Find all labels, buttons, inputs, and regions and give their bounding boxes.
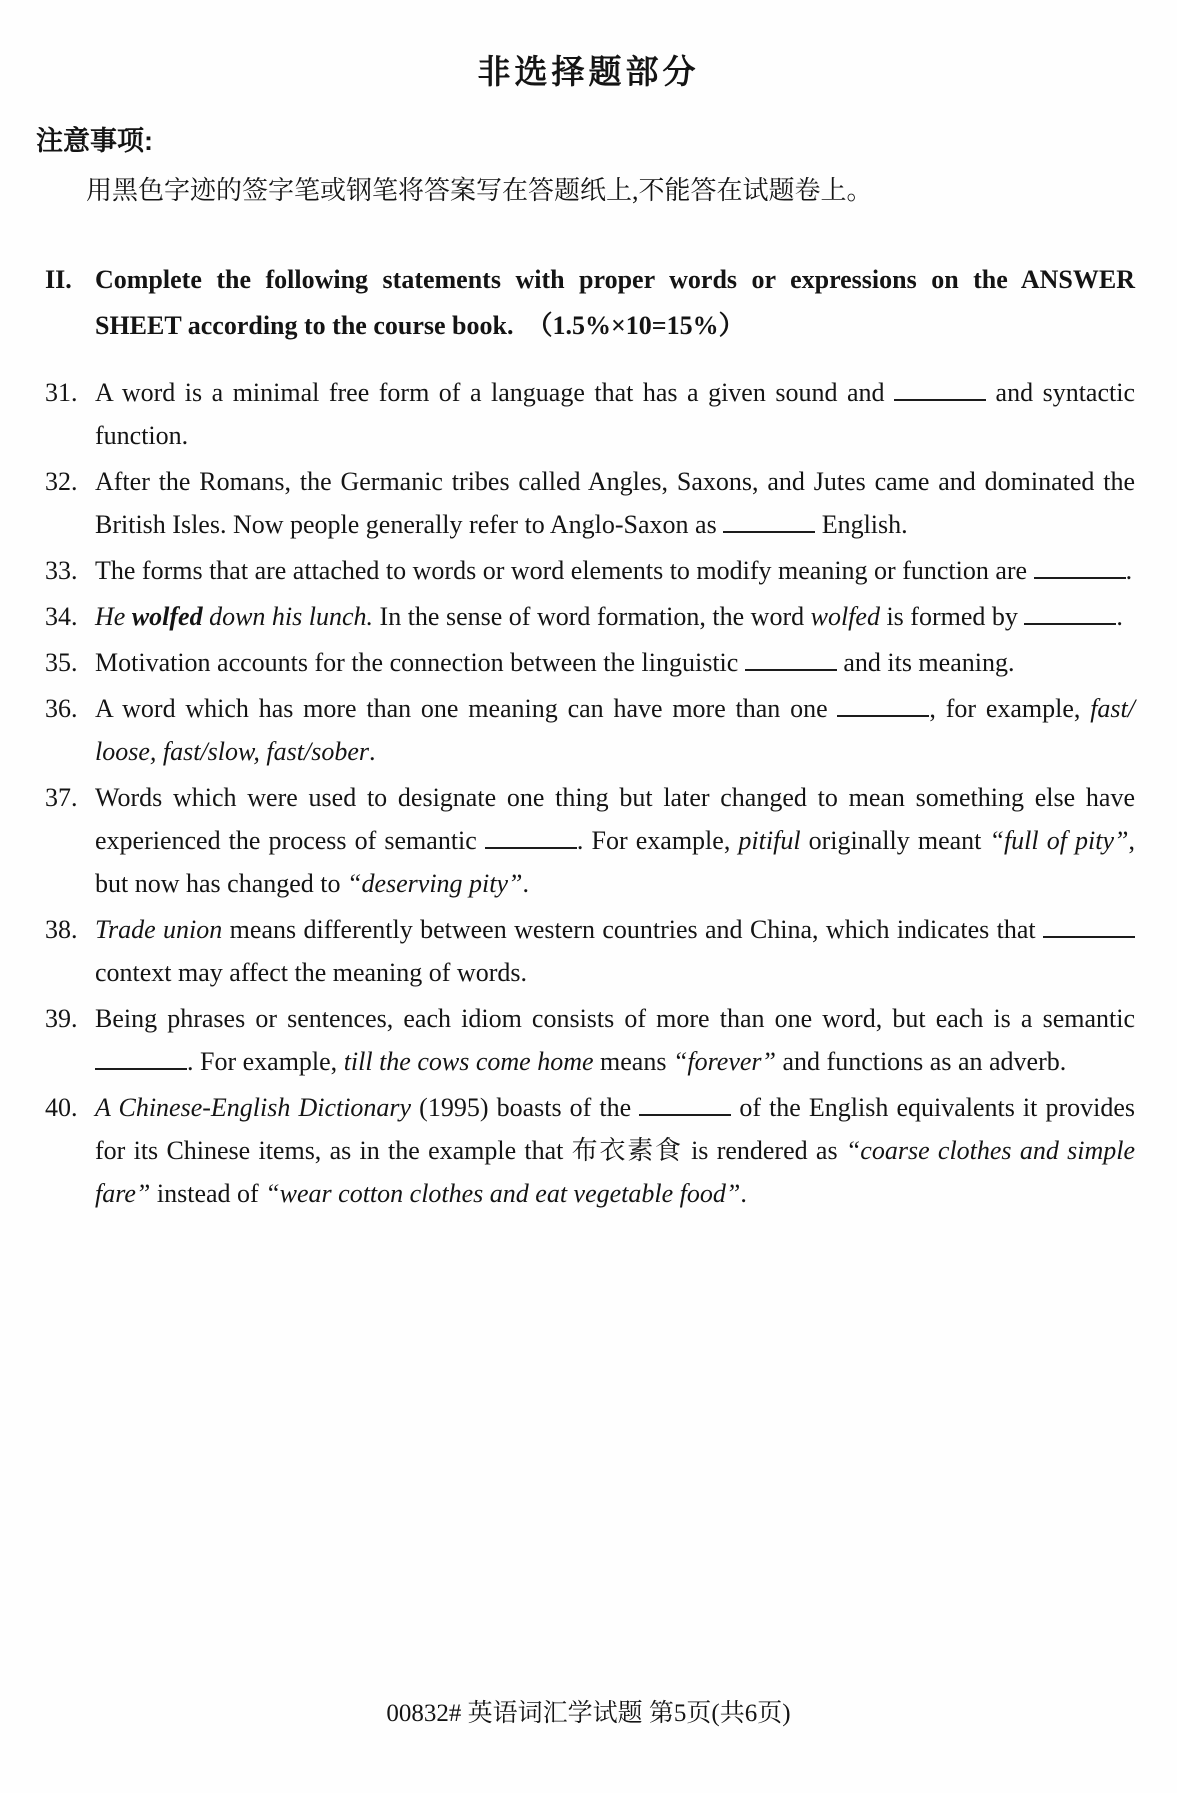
question-text-segment: . bbox=[522, 869, 530, 898]
question-text bbox=[95, 997, 1135, 1083]
question-text-segment: means differently between western countries and China, which indicates that bbox=[222, 915, 1043, 944]
question-item bbox=[45, 908, 1135, 994]
answer-blank bbox=[1024, 601, 1116, 625]
question-text-segment: “forever” bbox=[672, 1047, 776, 1076]
question-number: 35. bbox=[45, 648, 78, 677]
notice-text: 用黑色字迹的签字笔或钢笔将答案写在答题纸上,不能答在试题卷上。 bbox=[86, 176, 873, 205]
question-text-segment: and its meaning. bbox=[836, 648, 1015, 677]
question-text-segment: context may affect the meaning of words. bbox=[95, 958, 527, 987]
answer-blank bbox=[837, 693, 929, 717]
question-text-segment: till the cows come home bbox=[343, 1047, 594, 1076]
question-text bbox=[95, 687, 1135, 773]
question-number: 36. bbox=[45, 694, 78, 723]
notice-heading: 注意事项: bbox=[36, 126, 153, 156]
question-item bbox=[45, 687, 1135, 773]
answer-blank bbox=[639, 1092, 731, 1116]
question-text-segment: fast/ loose, fast/slow, fast/sober bbox=[95, 694, 1135, 766]
question-text-segment: originally meant bbox=[800, 826, 990, 855]
question-item bbox=[45, 1086, 1135, 1215]
question-text-segment: . For example, bbox=[576, 826, 739, 855]
question-number: 37. bbox=[45, 783, 78, 812]
answer-blank bbox=[745, 647, 837, 671]
question-number: 38. bbox=[45, 915, 78, 944]
question-text-segment: Trade union bbox=[95, 915, 223, 944]
question-text-segment: and functions as an adverb. bbox=[776, 1047, 1067, 1076]
question-text-segment: . bbox=[369, 737, 376, 766]
question-text-segment: “full of pity” bbox=[989, 826, 1129, 855]
question-text-segment: Being phrases or sentences, each idiom consists of more than one word, but each is a semantic bbox=[95, 1004, 1135, 1033]
question-text-segment: , for example, bbox=[929, 694, 1091, 723]
section-number: II. bbox=[45, 265, 72, 294]
answer-blank bbox=[1043, 914, 1135, 938]
question-text-segment: of the English equivalents it provides for its Chinese items, as in the example that 布衣素食 is rendered as bbox=[95, 1093, 1135, 1165]
question-text-segment: “deserving pity” bbox=[347, 869, 523, 898]
page-footer: 00832# 英语词汇学试题 第5页(共6页) bbox=[386, 1700, 791, 1727]
question-text-segment: . bbox=[740, 1179, 747, 1208]
answer-blank bbox=[485, 825, 577, 849]
answer-blank bbox=[894, 377, 986, 401]
question-item bbox=[45, 549, 1135, 592]
question-text bbox=[95, 460, 1135, 546]
question-text-segment: , but now has changed to bbox=[95, 826, 1135, 898]
question-item bbox=[45, 460, 1135, 546]
question-item bbox=[45, 997, 1135, 1083]
section-heading: Complete the following statements with proper words or expressions on the ANSWER SHEET according to the course book. （1.5%×10=15%） bbox=[95, 265, 1135, 340]
question-text-segment: and syntactic function. bbox=[95, 378, 1135, 450]
answer-blank bbox=[723, 509, 815, 533]
question-item bbox=[45, 595, 1135, 638]
question-text bbox=[95, 549, 1135, 592]
question-text-segment: The forms that are attached to words or word elements to modify meaning or function are bbox=[95, 556, 1034, 585]
question-text bbox=[95, 641, 1135, 684]
question-number: 39. bbox=[45, 1004, 78, 1033]
question-text-segment: “coarse clothes and simple fare” bbox=[95, 1136, 1135, 1208]
question-text-segment: . For example, bbox=[187, 1047, 344, 1076]
question-text-segment: down his lunch. bbox=[202, 602, 374, 631]
question-text bbox=[95, 776, 1135, 905]
question-text-segment: is formed by bbox=[879, 602, 1025, 631]
question-number: 34. bbox=[45, 602, 78, 631]
question-text-segment: A Chinese-English Dictionary bbox=[95, 1093, 412, 1122]
question-number: 33. bbox=[45, 556, 78, 585]
question-list bbox=[45, 371, 1135, 1215]
answer-blank bbox=[1034, 555, 1126, 579]
question-text-segment: “wear cotton clothes and eat vegetable food” bbox=[265, 1179, 741, 1208]
question-number: 31. bbox=[45, 378, 78, 407]
question-text-segment: wolfed bbox=[131, 602, 203, 631]
question-item bbox=[45, 641, 1135, 684]
section-header bbox=[45, 257, 1135, 349]
page-title: 非选择题部分 bbox=[477, 53, 700, 90]
question-text-segment: After the Romans, the Germanic tribes called Angles, Saxons, and Jutes came and dominated the British Isles. Now people generally refer to Anglo-Saxon as bbox=[95, 467, 1135, 539]
question-text-segment: pitiful bbox=[738, 826, 801, 855]
question-text-segment: In the sense of word formation, the word bbox=[373, 602, 811, 631]
question-text-segment: A word which has more than one meaning can have more than one bbox=[95, 694, 838, 723]
question-text-segment: (1995) boasts of the bbox=[411, 1093, 640, 1122]
question-text-segment: A word is a minimal free form of a language that has a given sound and bbox=[95, 378, 895, 407]
question-text-segment: Motivation accounts for the connection between the linguistic bbox=[95, 648, 745, 677]
question-text-segment: means bbox=[593, 1047, 673, 1076]
question-item bbox=[45, 371, 1135, 457]
question-text-segment: instead of bbox=[150, 1179, 266, 1208]
question-item bbox=[45, 776, 1135, 905]
question-text bbox=[95, 595, 1135, 638]
question-text-segment: . bbox=[1125, 556, 1133, 585]
question-text bbox=[95, 1086, 1135, 1215]
question-text-segment: Words which were used to designate one thing but later changed to mean something else have experienced the process of semantic bbox=[95, 783, 1135, 855]
question-text-segment: wolfed bbox=[810, 602, 880, 631]
question-text-segment: He bbox=[95, 602, 132, 631]
question-text bbox=[95, 371, 1135, 457]
question-number: 32. bbox=[45, 467, 78, 496]
answer-blank bbox=[95, 1046, 187, 1070]
question-text-segment: . bbox=[1116, 602, 1123, 631]
question-text bbox=[95, 908, 1135, 994]
question-number: 40. bbox=[45, 1093, 78, 1122]
question-text-segment: English. bbox=[815, 510, 908, 539]
